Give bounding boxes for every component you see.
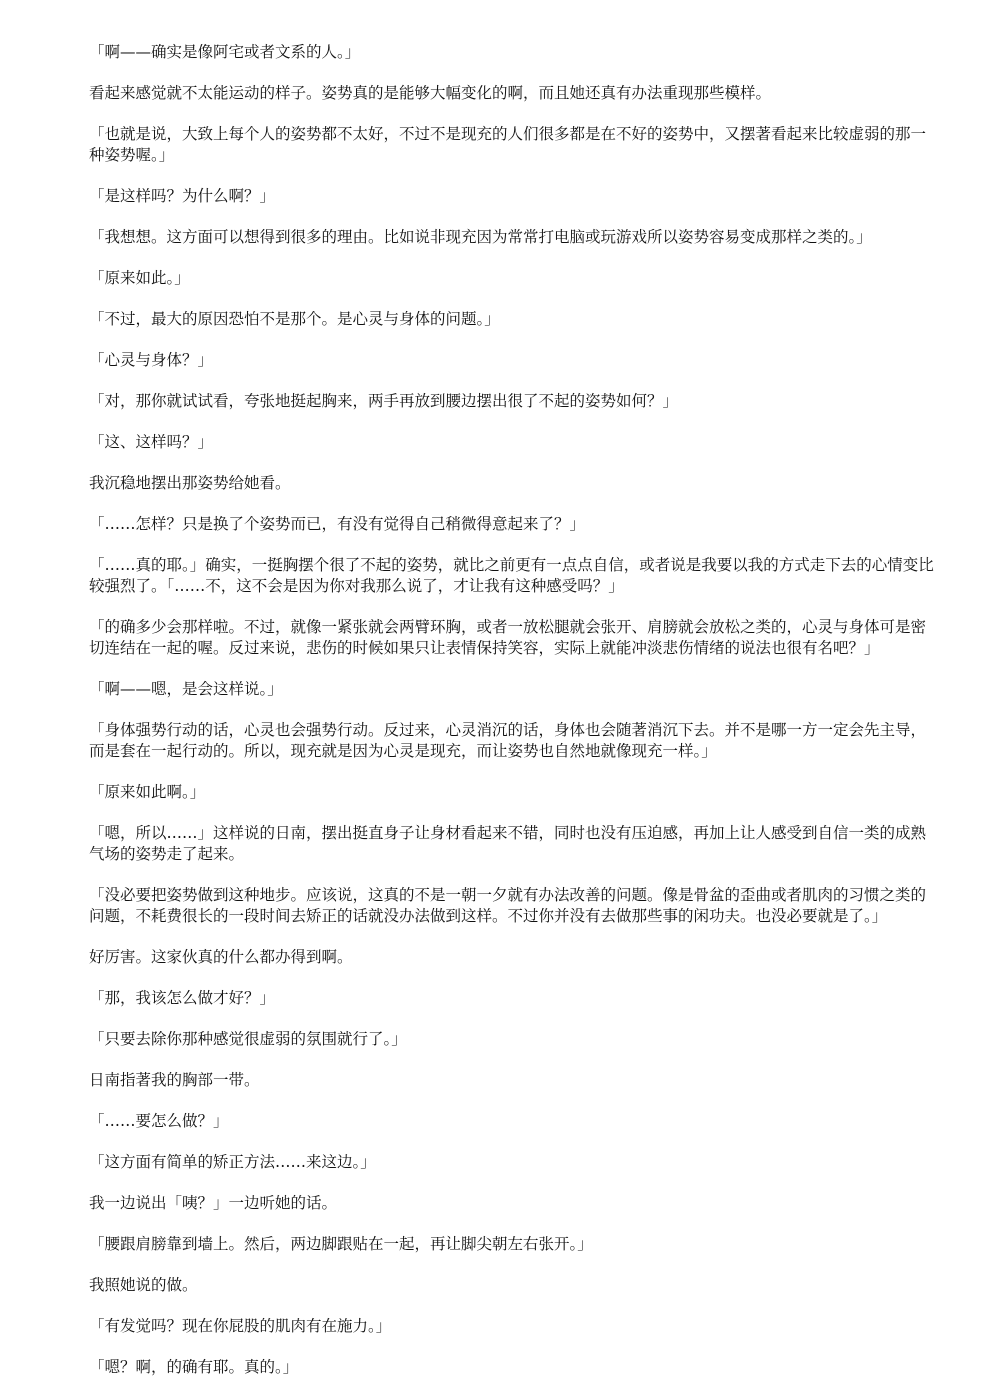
paragraph: 「我想想。这方面可以想得到很多的理由。比如说非现充因为常常打电脑或玩游戏所以姿势容易变成那样之类的。」 (89, 228, 872, 246)
paragraph: 「这方面有简单的矫正方法……来这边。」 (89, 1153, 376, 1171)
paragraph: 「……真的耶。」确实，一挺胸摆个很了不起的姿势，就比之前更有一点点自信，或者说是我要以我的方式走下去的心情变比较强烈了。「……不，这不会是因为你对我那么说了，才让我有这种感受吗？」 (89, 556, 934, 595)
paragraph: 「啊——确实是像阿宅或者文系的人。」 (89, 43, 361, 61)
paragraph: 「那，我该怎么做才好？」 (89, 989, 276, 1007)
paragraph: 「身体强势行动的话，心灵也会强势行动。反过来，心灵消沉的话，身体也会随著消沉下去。并不是哪一方一定会先主导，而是套在一起行动的。所以，现充就是因为心灵是现充，而让姿势也自然地就像现充一样。」 (89, 721, 927, 760)
paragraph: 「是这样吗？为什么啊？」 (89, 187, 276, 205)
paragraph: 「没必要把姿势做到这种地步。应该说，这真的不是一朝一夕就有办法改善的问题。像是骨盆的歪曲或者肌肉的习惯之类的问题，不耗费很长的一段时间去矫正的话就没办法做到这样。不过你并没有去做那些事的闲功夫。也没必要就是了。」 (89, 886, 927, 925)
paragraph: 「的确多少会那样啦。不过，就像一紧张就会两臂环胸，或者一放松腿就会张开、肩膀就会放松之类的，心灵与身体可是密切连结在一起的喔。反过来说，悲伤的时候如果只让表情保持笑容，实际上就能冲淡悲伤情绪的说法也很有名吧？」 (89, 618, 927, 657)
paragraph: 「……怎样？只是换了个姿势而已，有没有觉得自己稍微得意起来了？」 (89, 515, 586, 533)
paragraph: 我沉稳地摆出那姿势给她看。 (89, 474, 291, 492)
paragraph: 「原来如此啊。」 (89, 783, 206, 801)
paragraph: 「嗯？啊，的确有耶。真的。」 (89, 1358, 299, 1376)
paragraph: 我一边说出「咦？」一边听她的话。 (89, 1194, 338, 1212)
paragraph: 「嗯，所以……」这样说的日南，摆出挺直身子让身材看起来不错，同时也没有压迫感，再加上让人感受到自信一类的成熟气场的姿势走了起来。 (89, 824, 927, 863)
paragraph: 「对，那你就试试看，夸张地挺起胸来，两手再放到腰边摆出很了不起的姿势如何？」 (89, 392, 679, 410)
paragraph: 「腰跟肩膀靠到墙上。然后，两边脚跟贴在一起，再让脚尖朝左右张开。」 (89, 1235, 593, 1253)
paragraph: 我照她说的做。 (89, 1276, 198, 1294)
paragraph: 「心灵与身体？」 (89, 351, 214, 369)
paragraph: 「这、这样吗？」 (89, 433, 214, 451)
paragraph: 日南指著我的胸部一带。 (89, 1071, 260, 1089)
paragraph: 「不过，最大的原因恐怕不是那个。是心灵与身体的问题。」 (89, 310, 500, 328)
paragraph: 好厉害。这家伙真的什么都办得到啊。 (89, 948, 353, 966)
paragraph: 「只要去除你那种感觉很虚弱的氛围就行了。」 (89, 1030, 407, 1048)
paragraph: 「啊——嗯，是会这样说。」 (89, 680, 283, 698)
paragraph: 「有发觉吗？现在你屁股的肌肉有在施力。」 (89, 1317, 392, 1335)
paragraph: 看起来感觉就不太能运动的样子。姿势真的是能够大幅变化的啊，而且她还真有办法重现那些模样。 (89, 84, 772, 102)
paragraph: 「也就是说，大致上每个人的姿势都不太好，不过不是现充的人们很多都是在不好的姿势中，又摆著看起来比较虚弱的那一种姿势喔。」 (89, 125, 927, 164)
paragraph: 「……要怎么做？」 (89, 1112, 229, 1130)
paragraph: 「原来如此。」 (89, 269, 190, 287)
